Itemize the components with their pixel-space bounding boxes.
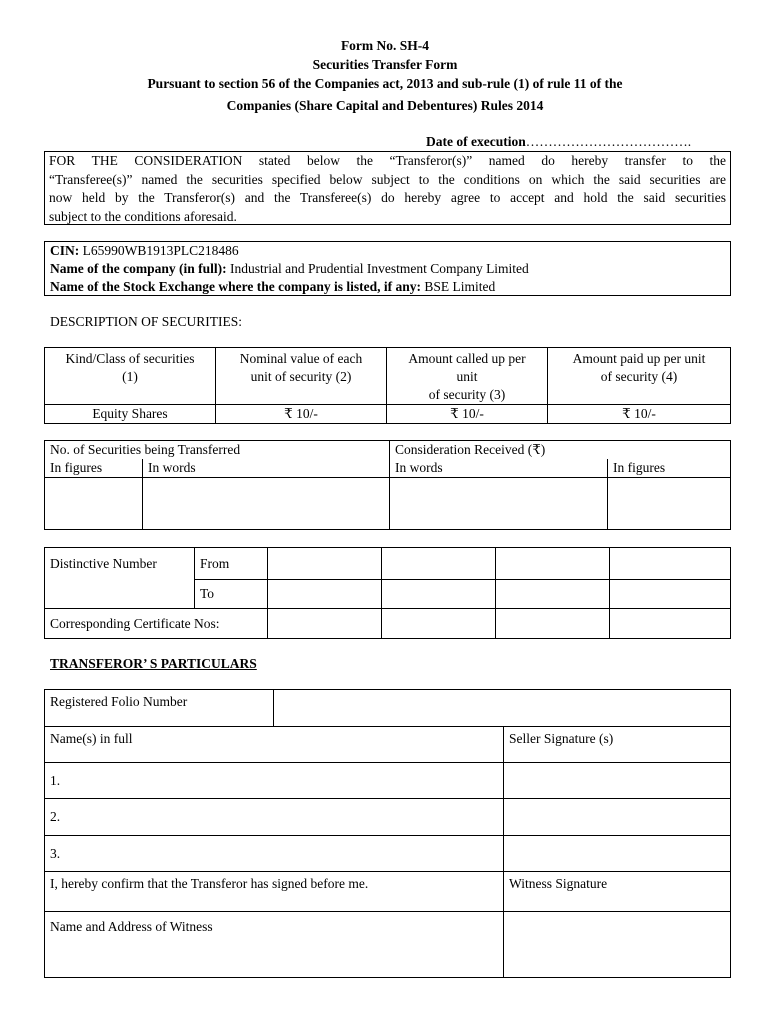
distinctive-number-table <box>44 547 731 639</box>
to-field-3[interactable] <box>496 580 610 609</box>
from-field-1[interactable] <box>268 548 382 580</box>
consideration-in-figures-label: In figures <box>608 459 731 478</box>
witness-name-row <box>45 912 731 978</box>
form-subtitle-line1: Pursuant to section 56 of the Companies act, 2013 and sub-rule (1) of rule 11 of the <box>147 76 623 91</box>
witness-signature-label: Witness Signature <box>504 872 731 912</box>
from-field-4[interactable] <box>610 548 731 580</box>
consideration-line-2: “Transferee(s)” named the securities specified below subject to the conditions on which the said securities are <box>49 171 726 187</box>
distinctive-number-label: Distinctive Number <box>45 548 195 609</box>
folio-field[interactable] <box>274 690 731 727</box>
folio-label: Registered Folio Number <box>45 690 274 727</box>
cin-label: CIN: <box>50 243 80 258</box>
company-name-value: Industrial and Prudential Investment Company Limited <box>229 261 529 276</box>
consideration-received-label: Consideration Received (₹) <box>390 441 731 460</box>
securities-data-row <box>45 405 731 424</box>
transfer-header-row <box>45 441 731 460</box>
securities-header-row <box>45 348 731 405</box>
transferor-name-3[interactable]: 3. <box>45 836 504 872</box>
transferor-heading: TRANSFEROR’ S PARTICULARS <box>50 656 257 671</box>
securities-paid-up-value: ₹ 10/- <box>548 405 731 424</box>
witness-confirm-row <box>45 872 731 912</box>
cin-value: L65990WB1913PLC218486 <box>82 243 239 258</box>
folio-row <box>45 690 731 727</box>
securities-in-words-field[interactable] <box>143 478 390 530</box>
certificate-nos-label: Corresponding Certificate Nos: <box>45 609 268 639</box>
stock-exchange-row <box>50 278 725 296</box>
transferor-name-2[interactable]: 2. <box>45 799 504 836</box>
transferor-row-2 <box>45 799 731 836</box>
transferor-row-3 <box>45 836 731 872</box>
to-field-1[interactable] <box>268 580 382 609</box>
securities-header-called-up: Amount called up per unit of security (3) <box>387 348 548 405</box>
from-field-3[interactable] <box>496 548 610 580</box>
to-label: To <box>195 580 268 609</box>
seller-signature-1[interactable] <box>504 763 731 799</box>
consideration-line-1: FOR THE CONSIDERATION stated below the “Transferor(s)” named do hereby transfer to the <box>49 153 726 168</box>
names-in-full-label: Name(s) in full <box>45 727 504 763</box>
form-number: Form No. SH-4 <box>340 38 430 53</box>
transfer-subheader-row <box>45 459 731 478</box>
seller-signature-2[interactable] <box>504 799 731 836</box>
consideration-line-4: subject to the conditions aforesaid. <box>49 208 237 224</box>
consideration-in-figures-field[interactable] <box>608 478 731 530</box>
company-name-label: Name of the company (in full): <box>50 261 227 276</box>
stock-exchange-label: Name of the Stock Exchange where the company is listed, if any: <box>50 279 421 294</box>
date-of-execution-field[interactable]: ………………………………. <box>525 134 692 149</box>
date-of-execution-label: Date of execution <box>426 134 526 149</box>
securities-kind-value: Equity Shares <box>45 405 216 424</box>
form-subtitle-line2: Companies (Share Capital and Debentures) Rules 2014 <box>226 98 544 113</box>
certificate-field-2[interactable] <box>382 609 496 639</box>
company-details-box <box>44 241 731 296</box>
certificate-field-3[interactable] <box>496 609 610 639</box>
securities-in-figures-field[interactable] <box>45 478 143 530</box>
transfer-input-row <box>45 478 731 530</box>
consideration-in-words-label: In words <box>390 459 608 478</box>
transferor-name-1[interactable]: 1. <box>45 763 504 799</box>
form-header <box>0 36 770 115</box>
to-field-4[interactable] <box>610 580 731 609</box>
cin-row <box>50 242 725 260</box>
description-heading: DESCRIPTION OF SECURITIES: <box>50 314 243 329</box>
date-of-execution <box>426 134 691 150</box>
seller-signature-3[interactable] <box>504 836 731 872</box>
consideration-in-words-field[interactable] <box>390 478 608 530</box>
stock-exchange-value: BSE Limited <box>424 279 496 294</box>
from-field-2[interactable] <box>382 548 496 580</box>
securities-called-up-value: ₹ 10/- <box>387 405 548 424</box>
securities-table <box>44 347 731 424</box>
transferor-row-1 <box>45 763 731 799</box>
form-title: Securities Transfer Form <box>312 57 458 72</box>
securities-in-words-label: In words <box>143 459 390 478</box>
transferor-table <box>44 689 731 978</box>
securities-nominal-value: ₹ 10/- <box>216 405 387 424</box>
securities-transferred-label: No. of Securities being Transferred <box>45 441 390 460</box>
securities-header-kind: Kind/Class of securities (1) <box>45 348 216 405</box>
distinctive-from-row <box>45 548 731 580</box>
certificate-row <box>45 609 731 639</box>
securities-header-nominal: Nominal value of each unit of security (2) <box>216 348 387 405</box>
consideration-line-3: now held by the Transferor(s) and the Transferee(s) do hereby agree to accept and hold the said securities <box>49 190 726 206</box>
securities-in-figures-label: In figures <box>45 459 143 478</box>
witness-confirm-text: I, hereby confirm that the Transferor has signed before me. <box>45 872 504 912</box>
witness-name-label[interactable]: Name and Address of Witness <box>45 912 504 978</box>
consideration-box <box>44 151 731 225</box>
from-label: From <box>195 548 268 580</box>
names-header-row <box>45 727 731 763</box>
witness-signature-field[interactable] <box>504 912 731 978</box>
transfer-table <box>44 440 731 530</box>
to-field-2[interactable] <box>382 580 496 609</box>
company-name-row <box>50 260 725 278</box>
certificate-field-4[interactable] <box>610 609 731 639</box>
seller-signature-label: Seller Signature (s) <box>504 727 731 763</box>
securities-header-paid-up: Amount paid up per unit of security (4) <box>548 348 731 405</box>
certificate-field-1[interactable] <box>268 609 382 639</box>
